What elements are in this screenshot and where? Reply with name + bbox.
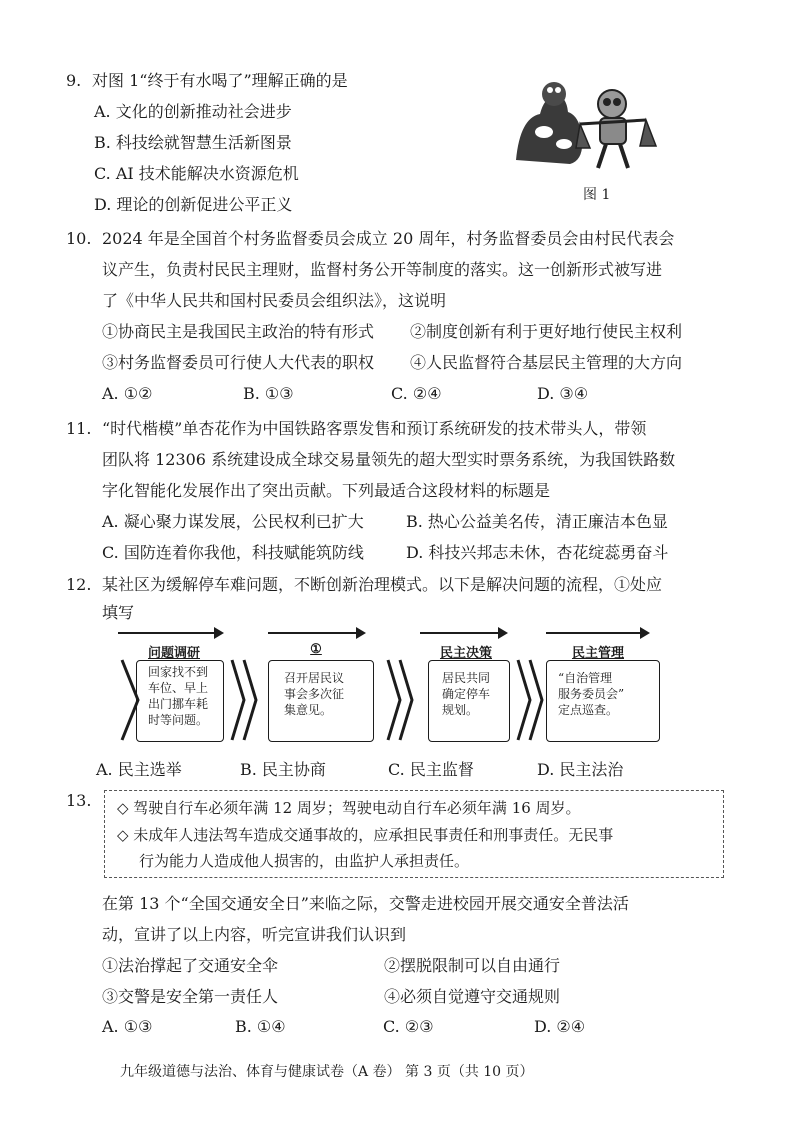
- flow-step-4: [546, 628, 663, 748]
- q10-option-d: D. ③④: [537, 384, 589, 403]
- flow-step-1: [118, 628, 228, 748]
- q11-option-c: C. 国防连着你我他，科技赋能筑防线: [102, 543, 364, 562]
- q13-statement-1: ①法治撑起了交通安全伞: [102, 956, 279, 975]
- page-footer: 九年级道德与法治、体育与健康试卷（A 卷） 第 3 页（共 10 页）: [120, 1064, 534, 1080]
- figure-1-caption: 图 1: [583, 187, 611, 203]
- q12-stem-line-2: 填写: [102, 603, 135, 622]
- q13-material-box: [104, 790, 724, 878]
- q13-option-d: D. ②④: [534, 1017, 586, 1036]
- q12-option-c: C. 民主监督: [388, 760, 474, 779]
- q10-statement-2: ②制度创新有利于更好地行使民主权利: [410, 322, 683, 341]
- q10-number: 10.: [66, 229, 92, 248]
- q13-statement-2: ②摆脱限制可以自由通行: [384, 956, 561, 975]
- q9-option-c: C. AI 技术能解决水资源危机: [94, 164, 299, 183]
- flow-step-2-body-2: 事会多次征: [284, 687, 345, 701]
- q11-stem-line-2: 团队将 12306 系统建设成全球交易量领先的超大型实时票务系统，为我国铁路数: [102, 450, 676, 469]
- q9-option-a: A. 文化的创新推动社会进步: [94, 102, 292, 121]
- q10-option-b: B. ①③: [243, 384, 294, 403]
- q11-stem-line-3: 字化智能化发展作出了突出贡献。下列最适合这段材料的标题是: [102, 481, 551, 500]
- q10-stem-line-3: 了《中华人民共和国村民委员会组织法》，这说明: [102, 291, 447, 310]
- flow-step-4-body-3: 定点巡查。: [558, 703, 619, 717]
- arrow-right-icon: [640, 627, 650, 639]
- flow-step-1-body-1: 回家找不到: [148, 665, 209, 679]
- q12-option-b: B. 民主协商: [240, 760, 326, 779]
- q10-statement-4: ④人民监督符合基层民主管理的大方向: [410, 353, 683, 372]
- q13-option-c: C. ②③: [383, 1017, 434, 1036]
- q13-number: 13.: [66, 791, 92, 810]
- q10-option-a: A. ①②: [102, 384, 153, 403]
- q13-stem-line-2: 动，宣讲了以上内容，听完宣讲我们认识到: [102, 925, 407, 944]
- q9-option-b: B. 科技绘就智慧生活新图景: [94, 133, 292, 152]
- q10-statement-1: ①协商民主是我国民主政治的特有形式: [102, 322, 375, 341]
- flow-step-4-title: 民主管理: [571, 646, 624, 661]
- q10-option-c: C. ②④: [391, 384, 442, 403]
- q12-option-a: A. 民主选举: [96, 760, 182, 779]
- flow-step-3: [408, 628, 518, 748]
- flow-step-2-title: ①: [310, 642, 322, 657]
- flow-step-1-body-4: 时等问题。: [148, 713, 209, 727]
- q11-stem-line-1: “时代楷模”单杏花作为中国铁路客票发售和预订系统研发的技术带头人，带领: [102, 419, 647, 438]
- q13-box-line-2: ◇ 未成年人违法驾车造成交通事故的，应承担民事责任和刑事责任。无民事: [117, 826, 614, 844]
- q12-option-d: D. 民主法治: [537, 760, 624, 779]
- arrow-right-icon: [356, 627, 366, 639]
- cartoon-robot: [576, 90, 656, 168]
- double-chevron-icon: [230, 658, 260, 742]
- figure-1-cartoon: [510, 68, 662, 178]
- q13-option-a: A. ①③: [102, 1017, 153, 1036]
- q9-option-d: D. 理论的创新促进公平正义: [94, 195, 293, 214]
- flow-step-1-body-2: 车位、早上: [148, 681, 209, 695]
- flow-step-3-body-3: 规划。: [442, 703, 479, 717]
- q10-stem-line-2: 议产生，负责村民民主理财，监督村务公开等制度的落实。这一创新形式被写进: [102, 260, 663, 279]
- q10-stem-line-1: 2024 年是全国首个村务监督委员会成立 20 周年，村务监督委员会由村民代表会: [102, 229, 675, 248]
- q12-flow-chart: [118, 628, 663, 748]
- double-chevron-icon: [516, 658, 546, 742]
- arrow-right-icon: [498, 627, 508, 639]
- q10-statement-3: ③村务监督委员可行使人大代表的职权: [102, 353, 375, 372]
- flow-step-4-body-2: 服务委员会”: [558, 687, 625, 701]
- flow-step-3-body-2: 确定停车: [442, 687, 491, 701]
- flow-step-2-body-3: 集意见。: [284, 703, 333, 717]
- q13-box-line-1: ◇ 驾驶自行车必须年满 12 周岁；驾驶电动自行车必须年满 16 周岁。: [117, 799, 581, 817]
- q9-stem: 对图 1“终于有水喝了”理解正确的是: [92, 71, 348, 90]
- arrow-right-icon: [214, 627, 224, 639]
- q11-number: 11.: [66, 419, 92, 438]
- q9-number: 9.: [66, 71, 82, 90]
- flow-step-2-body-1: 召开居民议: [284, 671, 345, 685]
- q13-box-line-3: 行为能力人造成他人损害的，由监护人承担责任。: [139, 852, 470, 870]
- flow-step-3-body-1: 居民共同: [442, 671, 491, 685]
- q13-statement-3: ③交警是安全第一责任人: [102, 987, 279, 1006]
- q12-stem-line-1: 某社区为缓解停车难问题，不断创新治理模式。以下是解决问题的流程，①处应: [102, 575, 663, 594]
- q13-statement-4: ④必须自觉遵守交通规则: [384, 987, 561, 1006]
- q13-option-b: B. ①④: [235, 1017, 286, 1036]
- flow-step-2: [268, 628, 378, 748]
- q12-number: 12.: [66, 575, 92, 594]
- flow-step-1-title: 问题调研: [147, 646, 200, 661]
- q11-option-b: B. 热心公益美名传，清正廉洁本色显: [406, 512, 668, 531]
- q13-stem-line-1: 在第 13 个“全国交通安全日”来临之际，交警走进校园开展交通安全普法活: [102, 894, 629, 913]
- flow-step-1-body-3: 出门挪车耗: [148, 697, 209, 711]
- q11-option-d: D. 科技兴邦志未休，杏花绽蕊勇奋斗: [406, 543, 669, 562]
- flow-step-4-body-1: “自治管理: [558, 671, 613, 685]
- q11-option-a: A. 凝心聚力谋发展，公民权利已扩大: [102, 512, 364, 531]
- flow-step-3-title: 民主决策: [439, 646, 492, 661]
